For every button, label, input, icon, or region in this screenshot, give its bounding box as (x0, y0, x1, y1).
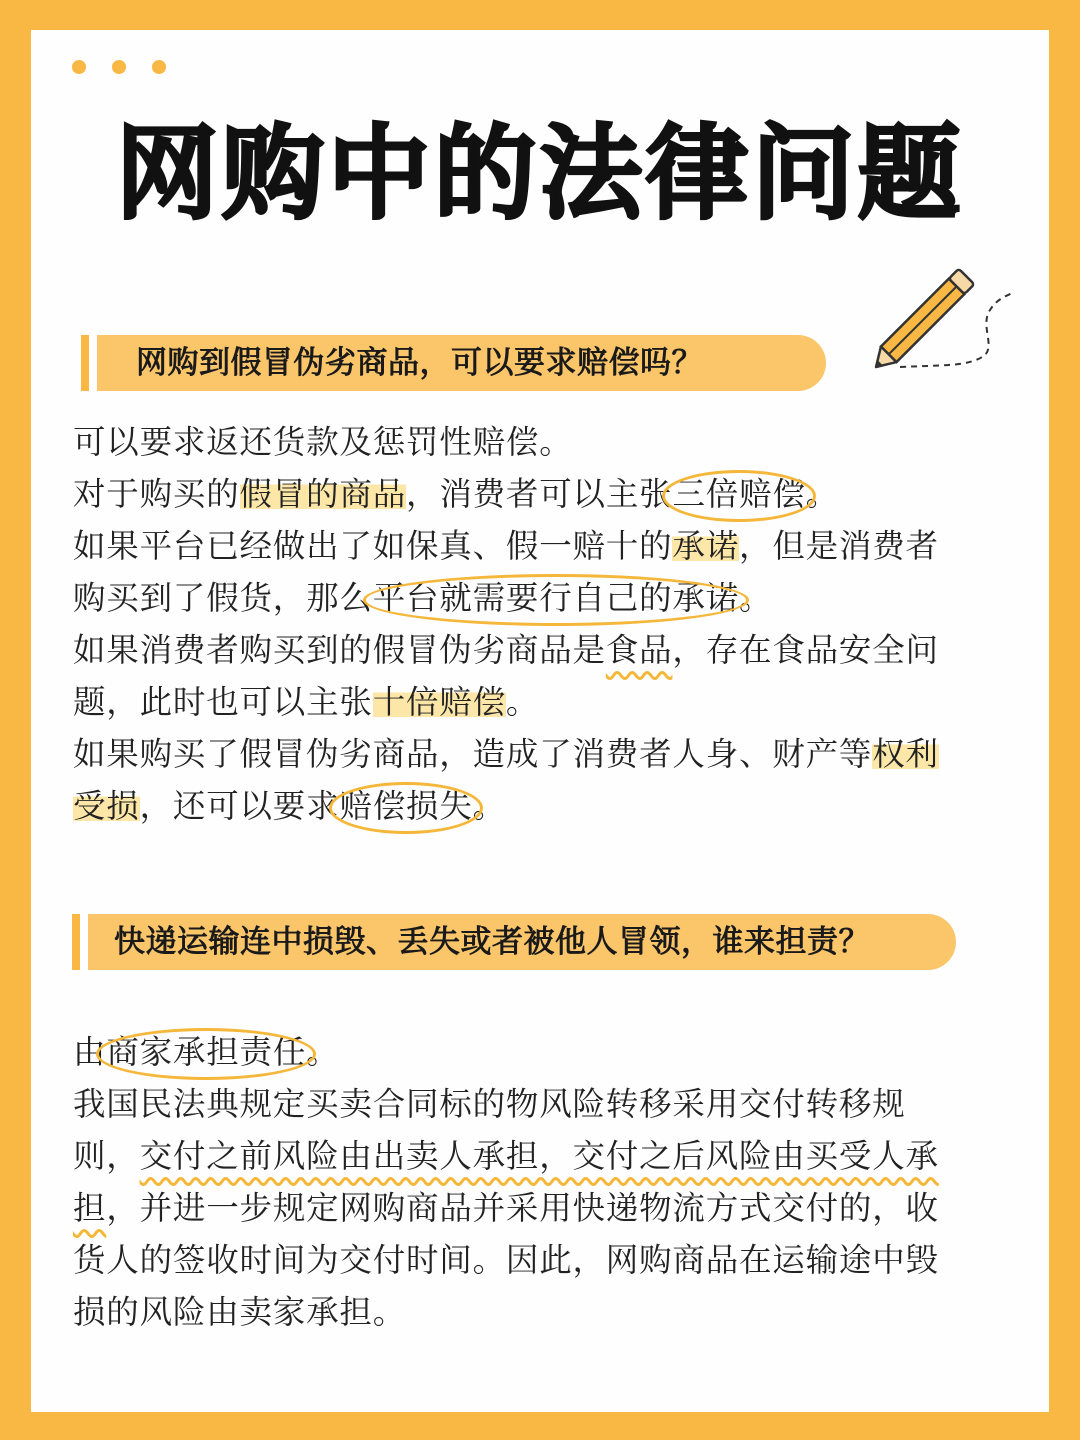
text-line: 题，此时也可以主张十倍赔偿。 (73, 683, 540, 721)
question-banner-1 (81, 335, 826, 391)
question-1: 网购到假冒伪劣商品，可以要求赔偿吗？ (136, 345, 703, 381)
wavy-underline: 食品 (605, 631, 673, 669)
highlight: 受损 (73, 787, 140, 825)
text-line: 对于购买的假冒的商品，消费者可以主张三倍赔偿。 (73, 468, 939, 520)
circled-text: 赔偿损失 (339, 780, 472, 832)
highlight: 假冒的商品 (239, 475, 407, 513)
answer-paragraph-1 (73, 416, 939, 832)
text-line: 如果平台已经做出了如保真、假一赔十的承诺，但是消费者 (73, 527, 939, 565)
text-line: 如果购买了假冒伪劣商品，造成了消费者人身、财产等权利 (73, 735, 939, 773)
text-line: 如果消费者购买到的假冒伪劣商品是食品，存在食品安全问 (73, 631, 939, 669)
text-line: 货人的签收时间为交付时间。因此，网购商品在运输途中毁 (73, 1241, 939, 1279)
pencil-icon (860, 255, 1020, 375)
wavy-underline: 担 (73, 1189, 107, 1227)
highlight: 十倍赔偿 (372, 683, 506, 721)
highlight: 权利 (872, 735, 939, 773)
text-line: 担，并进一步规定网购商品并采用快递物流方式交付的，收 (73, 1189, 939, 1227)
question-banner-2 (72, 914, 956, 970)
highlight: 承诺 (672, 527, 740, 565)
text-line: 购买到了假货，那么平台就需要行自己的承诺。 (73, 572, 939, 624)
circled-text: 三倍赔偿 (672, 468, 805, 520)
text-line: 由商家承担责任。 (73, 1026, 939, 1078)
text-line: 可以要求返还货款及惩罚性赔偿。 (73, 423, 573, 461)
circled-text: 平台就需要行自己的承诺 (373, 572, 739, 624)
wavy-underline: 交付之前风险由出卖人承担，交付之后风险由买受人承 (139, 1137, 939, 1175)
text-line: 受损，还可以要求赔偿损失。 (73, 780, 939, 832)
question-2: 快递运输连中损毁、丢失或者被他人冒领，谁来担责？ (114, 924, 870, 960)
circled-text: 商家承担责任 (106, 1026, 306, 1078)
answer-paragraph-2 (73, 1026, 939, 1338)
text-line: 损的风险由卖家承担。 (73, 1293, 407, 1331)
text-line: 我国民法典规定买卖合同标的物风险转移采用交付转移规 (73, 1085, 906, 1123)
page-title: 网购中的法律问题 (116, 115, 964, 234)
text-line: 则，交付之前风险由出卖人承担，交付之后风险由买受人承 (73, 1137, 939, 1175)
